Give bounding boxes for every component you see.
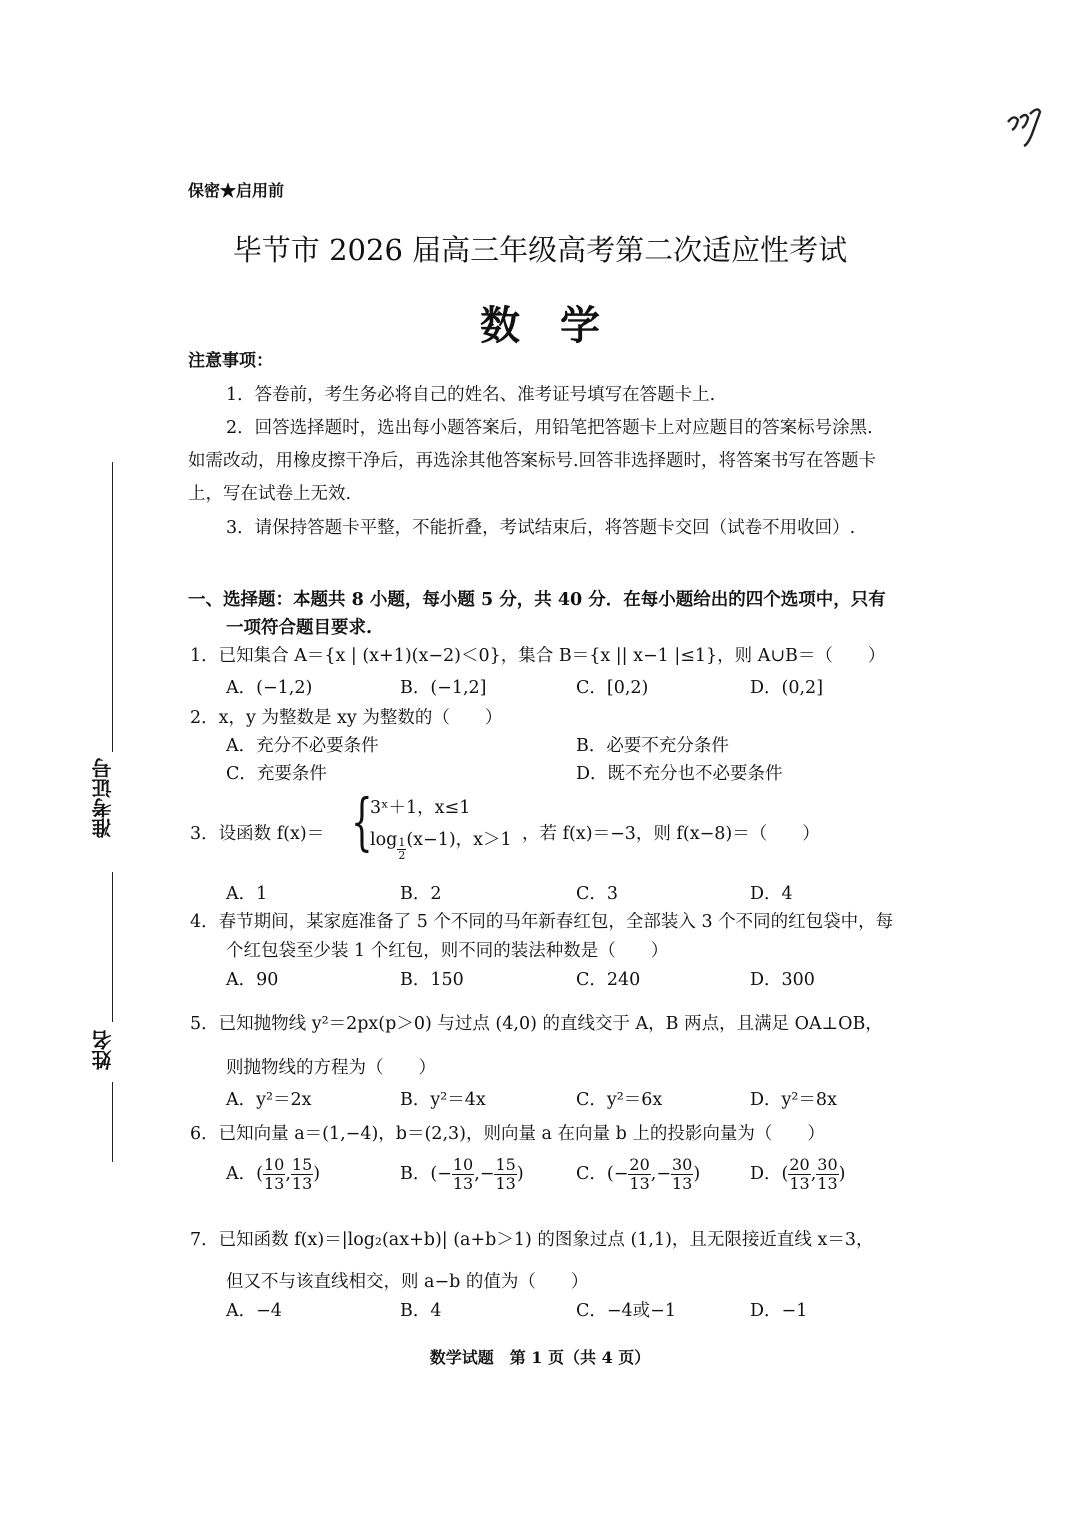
q5-option-d: D．y²＝8x (750, 1090, 837, 1110)
note-3: 3．请保持答题卡平整，不能折叠，考试结束后，将答题卡交回（试卷不用收回）. (226, 518, 856, 538)
exam-title: 毕节市 2026 届高三年级高考第二次适应性考试 (232, 233, 848, 267)
q6-fraction-2-denominator: 13 (495, 1174, 516, 1193)
note-1: 1．答卷前，考生务必将自己的姓名、准考证号填写在答题卡上. (226, 385, 716, 405)
q6-option-c (576, 1156, 700, 1193)
q6-fraction-1-denominator: 13 (452, 1174, 474, 1193)
question-1-options (0, 674, 1080, 704)
q6-fraction-2-denominator: 13 (291, 1174, 313, 1193)
q6-fraction-1-denominator: 13 (629, 1174, 650, 1193)
q6-separator: ,− (650, 1164, 671, 1184)
q6-fraction-2-numerator: 30 (671, 1155, 693, 1174)
question-3-case-2 (370, 826, 512, 862)
q6-separator: , (810, 1164, 817, 1184)
log-base-fraction (397, 837, 406, 862)
handwritten-mark (1004, 104, 1046, 148)
q6-close-paren: ) (838, 1164, 846, 1184)
log-base-den: 2 (398, 849, 406, 862)
q6-separator: ,− (474, 1164, 495, 1184)
question-5-options (0, 1086, 1080, 1116)
q6-option-label: A． (226, 1164, 257, 1184)
q7-option-d: D．−1 (750, 1301, 808, 1321)
q3-option-d: D．4 (750, 884, 793, 904)
q6-fraction-1-denominator: 13 (789, 1174, 810, 1193)
q6-fraction-1-numerator: 10 (452, 1155, 474, 1174)
q4-option-c: C．240 (576, 970, 641, 990)
q6-option-d (750, 1156, 845, 1193)
q3-option-c: C．3 (576, 884, 619, 904)
q6-open-paren: (− (430, 1164, 452, 1184)
q7-option-c: C．−4或−1 (576, 1301, 676, 1321)
question-1: 1．已知集合 A＝{x | (x+1)(x−2)＜0}，集合 B＝{x || x−1 |≤1}，则 A∪B＝（ ） (190, 646, 886, 666)
q6-open-paren: (− (606, 1164, 629, 1184)
q2-option-c: C．充要条件 (226, 764, 327, 784)
q3-option-a: A．1 (226, 884, 268, 904)
q6-option-a (226, 1156, 320, 1193)
log-argument: (x−1)，x＞1 (406, 830, 512, 850)
q6-option-b (400, 1156, 524, 1193)
q6-fraction-1 (628, 1156, 650, 1193)
name-label: 姓名 (91, 1030, 115, 1070)
section-heading-line-1: 一、选择题：本题共 8 小题，每小题 5 分，共 40 分．在每小题给出的四个选项中，只有 (188, 590, 886, 610)
q6-fraction-2-numerator: 30 (817, 1155, 838, 1174)
q2-option-a: A．充分不必要条件 (226, 736, 379, 756)
q5-option-c: C．y²＝6x (576, 1090, 663, 1110)
subject-title: 数学 (480, 302, 640, 349)
question-3-case-1: 3ˣ＋1，x≤1 (370, 798, 471, 818)
q6-option-label: B． (400, 1164, 431, 1184)
note-2: 2．回答选择题时，选出每小题答案后，用铅笔把答题卡上对应题目的答案标号涂黑. (226, 418, 873, 438)
q6-fraction-1-numerator: 20 (629, 1155, 650, 1174)
question-6: 6．已知向量 a＝(1,−4)，b＝(2,3)，则向量 a 在向量 b 上的投影向量为（ ） (190, 1124, 825, 1144)
question-3-prefix: 3．设函数 f(x)＝ (190, 824, 325, 844)
question-6-options (0, 1152, 1080, 1208)
q1-option-a: A．(−1,2) (226, 678, 313, 698)
question-3-options (0, 880, 1080, 910)
note-2-cont: 如需改动，用橡皮擦干净后，再选涂其他答案标号.回答非选择题时，将答案书写在答题卡 (188, 451, 877, 471)
page-footer: 数学试题 第 1 页（共 4 页） (429, 1348, 651, 1367)
q6-fraction-2-numerator: 15 (291, 1155, 313, 1174)
question-7-line-1: 7．已知函数 f(x)＝|log₂(ax+b)| (a+b＞1) 的图象过点 (1,1)，且无限接近直线 x＝3， (190, 1230, 874, 1250)
section-heading-line-2: 一项符合题目要求. (226, 618, 373, 638)
q4-option-b: B．150 (400, 970, 464, 990)
q2-option-b: B．必要不充分条件 (576, 736, 729, 756)
q6-fraction-2-denominator: 13 (671, 1174, 693, 1193)
question-2: 2．x，y 为整数是 xy 为整数的（ ） (190, 708, 503, 728)
q1-option-d: D．(0,2] (750, 678, 824, 698)
question-4-line-1: 4．春节期间，某家庭准备了 5 个不同的马年新春红包，全部装入 3 个不同的红包袋中，每 (190, 912, 894, 932)
exam-id-label: 准考证号 (91, 758, 115, 838)
q6-fraction-2 (816, 1156, 838, 1193)
q7-option-b: B．4 (400, 1301, 442, 1321)
q6-fraction-1-denominator: 13 (263, 1174, 285, 1193)
q5-option-a: A．y²＝2x (226, 1090, 312, 1110)
question-4-options (0, 966, 1080, 996)
question-4-line-2: 个红包袋至少装 1 个红包，则不同的装法种数是（ ） (226, 941, 669, 961)
question-5-line-1: 5．已知抛物线 y²＝2px(p＞0) 与过点 (4,0) 的直线交于 A，B 两点，且满足 OA⊥OB， (190, 1014, 883, 1034)
question-7-options (0, 1297, 1080, 1327)
q6-separator: , (285, 1164, 291, 1184)
q5-option-b: B．y²＝4x (400, 1090, 486, 1110)
question-2-options (0, 732, 1080, 792)
binding-line-top (112, 462, 113, 752)
q6-fraction-2 (494, 1156, 516, 1193)
q2-option-d: D．既不充分也不必要条件 (576, 764, 783, 784)
q1-option-c: C．[0,2) (576, 678, 649, 698)
q7-option-a: A．−4 (226, 1301, 282, 1321)
question-7-line-2: 但又不与该直线相交，则 a−b 的值为（ ） (226, 1272, 589, 1292)
q6-close-paren: ) (313, 1164, 321, 1184)
log-base-num: 1 (398, 836, 406, 849)
q6-fraction-2 (291, 1156, 313, 1193)
q1-option-b: B．(−1,2] (400, 678, 487, 698)
notes-heading: 注意事项： (188, 351, 273, 371)
q6-close-paren: ) (516, 1164, 524, 1184)
q6-fraction-2 (671, 1156, 693, 1193)
q6-fraction-1-numerator: 10 (263, 1155, 285, 1174)
q6-fraction-2-numerator: 15 (495, 1155, 516, 1174)
q6-open-paren: ( (781, 1164, 789, 1184)
q3-option-b: B．2 (400, 884, 442, 904)
q6-option-label: D． (750, 1164, 782, 1184)
q6-fraction-1-numerator: 20 (789, 1155, 810, 1174)
note-2-end: 上，写在试卷上无效. (188, 484, 352, 504)
q6-fraction-1 (263, 1156, 285, 1193)
q6-option-label: C． (576, 1164, 607, 1184)
section-heading (188, 586, 948, 642)
q6-open-paren: ( (256, 1164, 263, 1184)
question-5-line-2: 则抛物线的方程为（ ） (226, 1058, 436, 1078)
confidential-label: 保密★启用前 (188, 181, 285, 200)
q4-option-a: A．90 (226, 970, 279, 990)
q6-close-paren: ) (693, 1164, 701, 1184)
q6-fraction-2-denominator: 13 (817, 1174, 838, 1193)
q4-option-d: D．300 (750, 970, 815, 990)
question-3-suffix: ，若 f(x)＝−3，则 f(x−8)＝（ ） (522, 824, 820, 844)
log-text: log (370, 830, 398, 850)
q6-fraction-1 (452, 1156, 474, 1193)
q6-fraction-1 (788, 1156, 810, 1193)
piecewise-brace: { (351, 785, 373, 858)
